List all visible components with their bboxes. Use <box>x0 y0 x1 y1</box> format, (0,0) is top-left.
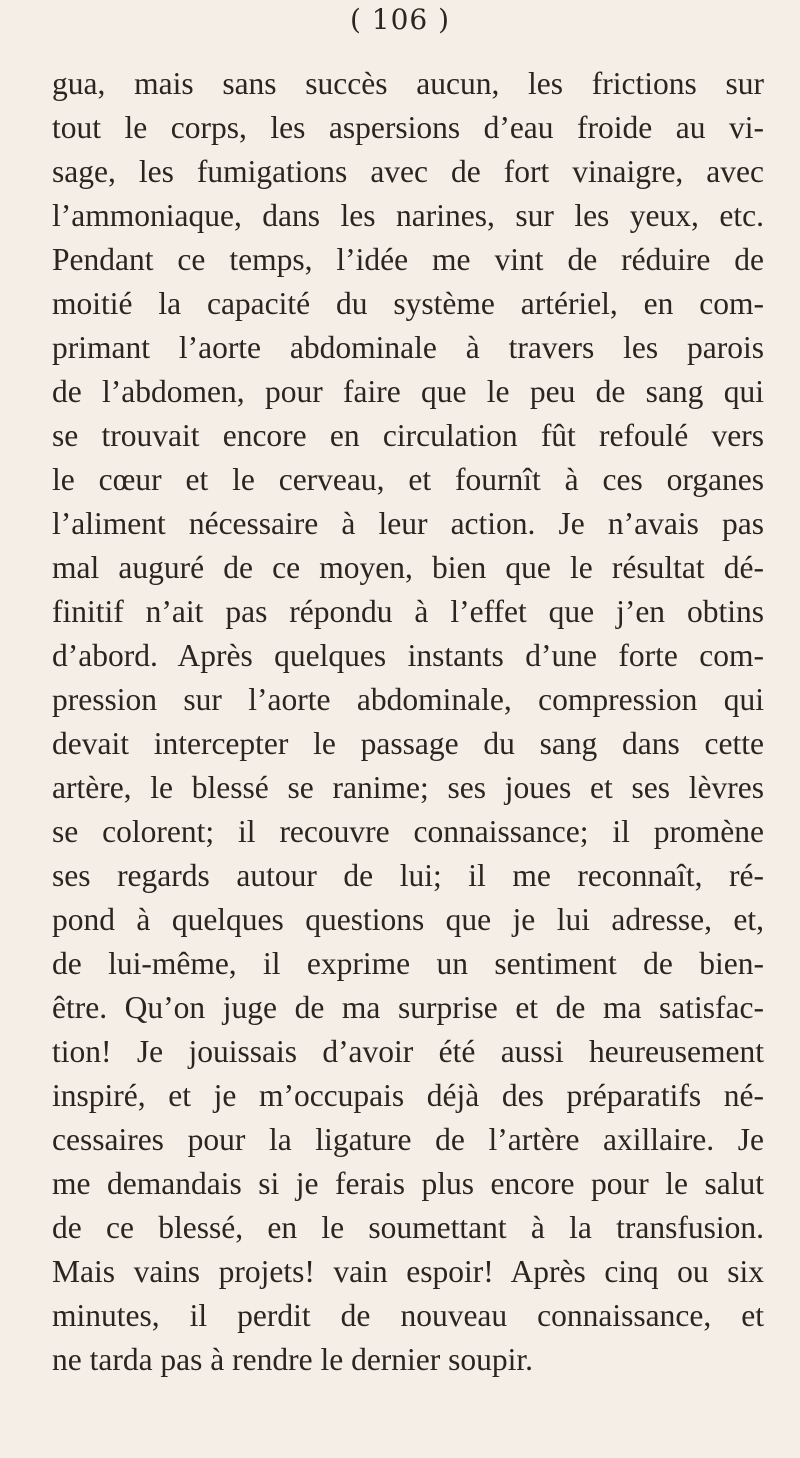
text-line: Mais vains projets! vain espoir! Après cinq ou six <box>52 1254 764 1289</box>
text-line: pression sur l’aorte abdominale, compression qui <box>52 682 764 717</box>
text-line: se trouvait encore en circulation fût refoulé vers <box>52 418 764 453</box>
text-line: de lui-même, il exprime un sentiment de bien- <box>52 946 764 981</box>
text-line: me demandais si je ferais plus encore pour le salut <box>52 1166 764 1201</box>
text-line: ne tarda pas à rendre le dernier soupir. <box>52 1342 534 1377</box>
text-line: artère, le blessé se ranime; ses joues et ses lèvres <box>52 770 764 805</box>
text-line: se colorent; il recouvre connaissance; il promène <box>52 814 764 849</box>
text-line: minutes, il perdit de nouveau connaissance, et <box>52 1298 764 1333</box>
text-line: de l’abdomen, pour faire que le peu de sang qui <box>52 374 764 409</box>
text-line: le cœur et le cerveau, et fournît à ces organes <box>52 462 764 497</box>
text-line: tout le corps, les aspersions d’eau froide au vi- <box>52 110 764 145</box>
page-number: ( 106 ) <box>349 3 451 36</box>
text-line: sage, les fumigations avec de fort vinaigre, avec <box>52 154 764 189</box>
text-line: moitié la capacité du système artériel, en com- <box>52 286 764 321</box>
body-text <box>52 62 764 1382</box>
text-line: cessaires pour la ligature de l’artère axillaire. Je <box>52 1122 764 1157</box>
text-line: tion! Je jouissais d’avoir été aussi heureusement <box>52 1034 764 1069</box>
text-line: ses regards autour de lui; il me reconnaît, ré- <box>52 858 764 893</box>
text-line: inspiré, et je m’occupais déjà des préparatifs né- <box>52 1078 764 1113</box>
text-line: devait intercepter le passage du sang dans cette <box>52 726 764 761</box>
text-line: être. Qu’on juge de ma surprise et de ma satisfac- <box>52 990 764 1025</box>
text-line: primant l’aorte abdominale à travers les parois <box>52 330 764 365</box>
text-line: mal auguré de ce moyen, bien que le résultat dé- <box>52 550 764 585</box>
text-line: gua, mais sans succès aucun, les frictions sur <box>52 66 764 101</box>
text-line: Pendant ce temps, l’idée me vint de réduire de <box>52 242 764 277</box>
text-line: d’abord. Après quelques instants d’une forte com- <box>52 638 764 673</box>
text-line: l’ammoniaque, dans les narines, sur les yeux, etc. <box>52 198 764 233</box>
text-line: l’aliment nécessaire à leur action. Je n’avais pas <box>52 506 764 541</box>
text-line: de ce blessé, en le soumettant à la transfusion. <box>52 1210 764 1245</box>
text-line: pond à quelques questions que je lui adresse, et, <box>52 902 764 937</box>
text-line: finitif n’ait pas répondu à l’effet que j’en obtins <box>52 594 764 629</box>
